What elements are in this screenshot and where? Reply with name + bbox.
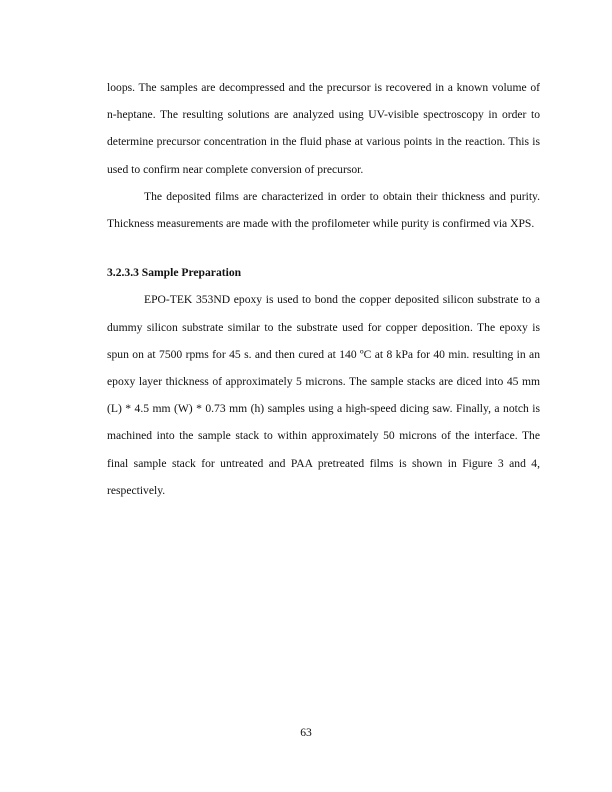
paragraph-precursor-recovery: loops. The samples are decompressed and the precursor is recovered in a known volume of n-heptane. The resulting solutions are analyzed using UV-visible spectroscopy in order to determine precursor concentration in the fluid phase at various points in the reaction. This is used to confirm near complete conversion of precursor. (107, 81, 540, 176)
body-text (107, 74, 540, 504)
page-number: 63 (300, 726, 312, 739)
section-heading-sample-preparation: 3.2.3.3 Sample Preparation (107, 266, 242, 280)
paragraph-film-characterization: The deposited films are characterized in order to obtain their thickness and purity. Thickness measurements are made with the profilometer while purity is confirmed via XPS. (107, 189, 540, 231)
paragraph-sample-preparation: EPO-TEK 353ND epoxy is used to bond the copper deposited silicon substrate to a dummy silicon substrate similar to the substrate used for copper deposition. The epoxy is spun on at 7500 rpms for 45 s. and then cured at 140 ºC at 8 kPa for 40 min. resulting in an epoxy layer thickness of approximately 5 microns. The sample stacks are diced into 45 mm (L) * 4.5 mm (W) * 0.73 mm (h) samples using a high-speed dicing saw. Finally, a notch is machined into the sample stack to within approximately 50 microns of the interface. The final sample stack for untreated and PAA pretreated films is shown in Figure 3 and 4, respectively. (107, 293, 540, 497)
